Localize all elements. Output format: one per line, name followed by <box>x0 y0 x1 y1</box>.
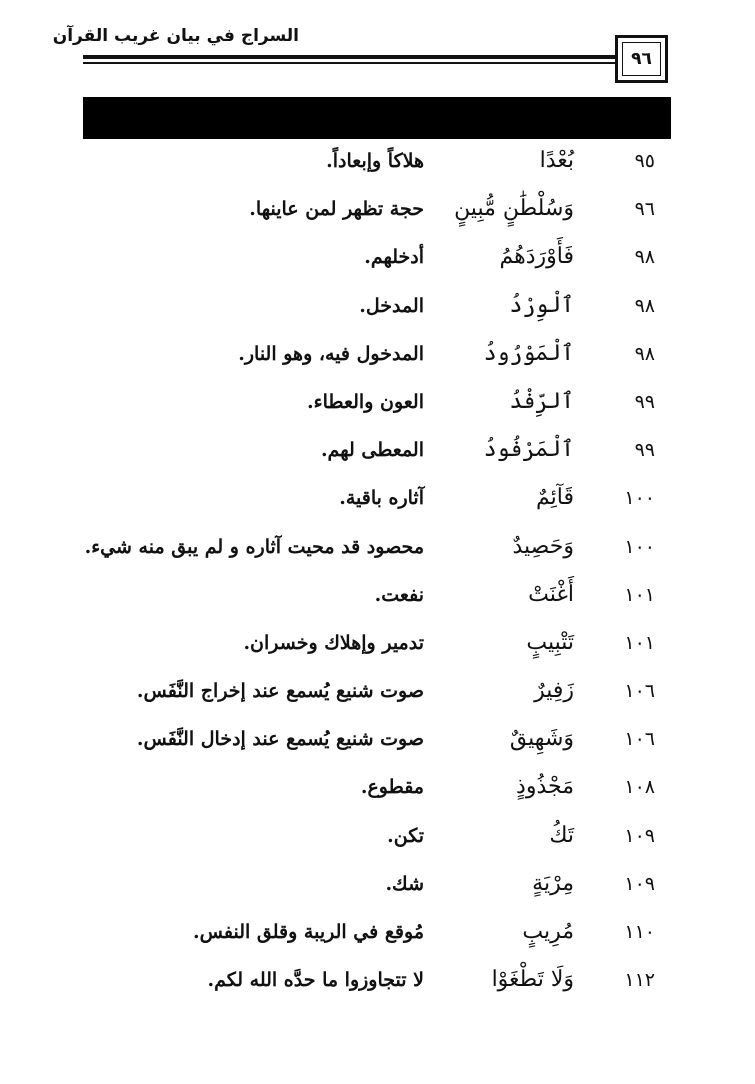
verse-number: ١٠٨ <box>624 776 655 799</box>
word-meaning: مقطوع. <box>360 776 424 799</box>
verse-number: ١٠٠ <box>624 487 655 510</box>
glossary-row <box>0 766 755 814</box>
word-meaning: لا تتجاوزوا ما حدَّه الله لكم. <box>207 969 424 992</box>
quran-word: مُرِيبٍ <box>522 919 574 944</box>
black-header-band <box>83 97 671 139</box>
verse-number: ١٠٩ <box>624 824 655 847</box>
verse-number: ١٠١ <box>624 631 655 654</box>
verse-number: ١١٠ <box>624 921 655 943</box>
quran-word: ٱلْمَوْرُودُ <box>483 340 574 366</box>
quran-word: فَأَوْرَدَهُمُ <box>499 244 574 270</box>
quran-word: وَسُلْطَٰنٍ مُّبِينٍ <box>454 196 574 222</box>
quran-word: ٱلْوِرْدُ <box>509 292 574 318</box>
glossary-row <box>0 911 755 959</box>
verse-number: ١١٢ <box>624 969 655 992</box>
verse-number: ٩٩ <box>634 439 655 462</box>
glossary-row <box>0 285 755 333</box>
header-rule-thick <box>83 55 615 59</box>
quran-word: وَشَهِيقٌ <box>509 726 574 752</box>
glossary-row <box>0 381 755 429</box>
glossary-entries <box>0 140 755 1007</box>
quran-word: تَتْبِيبٍ <box>526 629 574 655</box>
glossary-row <box>0 863 755 911</box>
word-meaning: المدخول فيه، وهو النار. <box>238 342 424 365</box>
verse-number: ١٠٦ <box>624 680 655 703</box>
word-meaning: هلاكاً وإبعاداً. <box>326 150 424 172</box>
word-meaning: العون والعطاء. <box>307 390 424 413</box>
word-meaning: أدخلهم. <box>364 246 424 269</box>
glossary-row <box>0 429 755 477</box>
verse-number: ٩٦ <box>634 198 655 221</box>
glossary-row <box>0 622 755 670</box>
glossary-row <box>0 574 755 622</box>
glossary-row <box>0 815 755 863</box>
quran-word: زَفِيرٌ <box>534 678 574 704</box>
quran-word: قَآئِمٌ <box>536 485 574 511</box>
glossary-row <box>0 236 755 284</box>
verse-number: ٩٨ <box>634 294 655 317</box>
verse-number: ١٠٦ <box>624 728 655 751</box>
word-meaning: تدمير وإهلاك وخسران. <box>243 631 424 654</box>
verse-number: ٩٥ <box>634 150 655 172</box>
glossary-row <box>0 526 755 574</box>
word-meaning: تكن. <box>387 824 424 847</box>
glossary-row <box>0 718 755 766</box>
word-meaning: نفعت. <box>374 583 424 606</box>
glossary-row <box>0 670 755 718</box>
glossary-row <box>0 188 755 236</box>
glossary-row <box>0 959 755 1007</box>
quran-word: وَلَا تَطْغَوْا <box>491 967 574 993</box>
quran-word: أَغْنَتْ <box>528 581 574 607</box>
verse-number: ٩٨ <box>634 342 655 365</box>
glossary-row <box>0 477 755 525</box>
quran-word: مِرْيَةٍ <box>532 870 574 896</box>
word-meaning: المدخل. <box>359 294 424 317</box>
glossary-row <box>0 333 755 381</box>
book-title: السراج في بيان غريب القرآن <box>52 26 299 46</box>
header-rule-thin <box>83 62 615 64</box>
word-meaning: حجة تظهر لمن عاينها. <box>249 198 424 221</box>
quran-word: ٱلرِّفْدُ <box>509 388 574 414</box>
verse-number: ١٠٠ <box>624 535 655 558</box>
word-meaning: المعطى لهم. <box>320 439 424 462</box>
word-meaning: شك. <box>385 872 424 895</box>
word-meaning: مُوقع في الريبة وقلق النفس. <box>193 921 424 943</box>
quran-word: بُعْدًا <box>539 148 574 173</box>
page-number: ٩٦ <box>631 49 652 69</box>
glossary-row <box>0 140 755 188</box>
verse-number: ١٠٩ <box>624 872 655 895</box>
verse-number: ٩٨ <box>634 246 655 269</box>
word-meaning: صوت شنيع يُسمع عند إدخال النَّفَس. <box>136 728 424 751</box>
quran-word: ٱلْمَرْفُودُ <box>483 437 574 463</box>
quran-word: مَجْذُوذٍ <box>516 774 574 800</box>
word-meaning: آثاره باقية. <box>339 487 424 510</box>
quran-word: وَحَصِيدٌ <box>512 533 574 559</box>
verse-number: ١٠١ <box>624 583 655 606</box>
word-meaning: صوت شنيع يُسمع عند إخراج النَّفَس. <box>136 680 424 703</box>
verse-number: ٩٩ <box>634 390 655 413</box>
page-number-box <box>615 35 668 83</box>
quran-word: تَكُ <box>549 822 574 848</box>
word-meaning: محصود قد محيت آثاره و لم يبق منه شيء. <box>84 535 424 558</box>
